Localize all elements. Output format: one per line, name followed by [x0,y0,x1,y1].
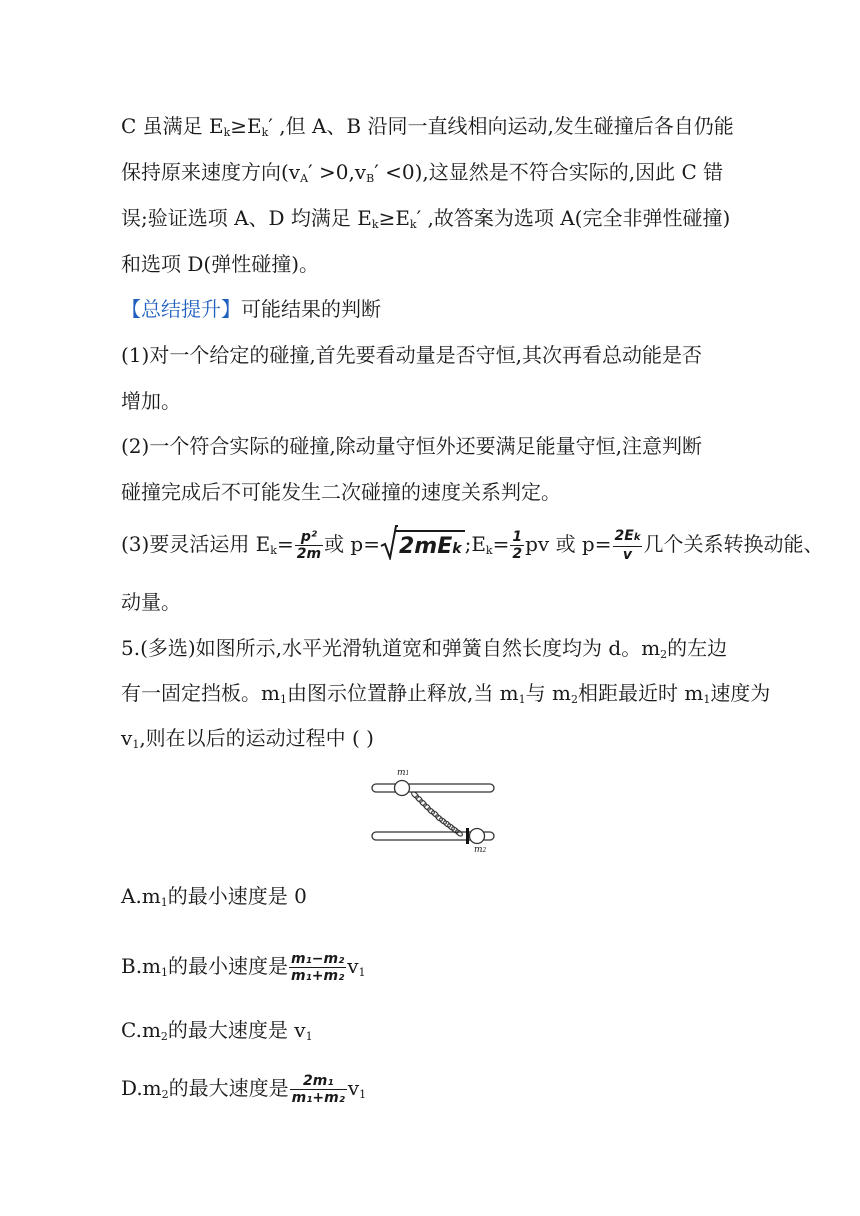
subscript: 1 [279,693,287,706]
fraction-2m1 [290,1073,347,1106]
subscript: 2 [160,1030,168,1043]
denominator: 2 [512,546,523,562]
summary-tag: 【总结提升】 [121,297,241,321]
subscript: 1 [703,693,711,706]
option-a [121,882,307,917]
text: pv 或 p= [525,532,612,556]
text: 有一固定挡板。m [121,681,280,705]
subscript: 2 [161,1088,169,1101]
numerator: 2m₁ [303,1073,334,1089]
text: 或 p= [324,532,380,556]
text: 几个关系转换动能、 [643,532,824,556]
subscript: k [409,218,417,231]
text: ′ ,故答案为选项 A(完全非弹性碰撞) [416,206,731,230]
option-b [121,951,366,987]
text: 与 m [525,681,571,705]
summary-p3-line1 [121,528,823,565]
subscript: k [371,218,379,231]
text: 相距最近时 m [577,681,704,705]
text: C 虽满足 E [121,114,224,138]
subscript: k [633,532,641,543]
text: 的最小速度是 [168,954,289,978]
fraction-m1-minus-m2 [289,951,346,984]
subscript: k [261,126,269,139]
text: B.m [121,954,162,978]
subscript: 2 [660,648,668,661]
subscript: 1 [160,896,168,909]
text: ;E [464,532,486,556]
text: D.m [121,1076,162,1100]
question-line2 [121,679,770,714]
subscript: k [485,544,493,557]
label-m1: m1 [397,768,410,778]
text: 误;验证选项 A、D 均满足 E [121,206,372,230]
text: ′ ,但 A、B 沿同一直线相向运动,发生碰撞后各自仍能 [268,114,734,138]
subscript: k [452,540,462,557]
text: ≥E [230,114,262,138]
summary-p3-line2: 动量。 [121,590,181,614]
subscript: 1 [358,966,366,979]
denominator: v [613,546,643,563]
text: ,则在以后的运动过程中 ( ) [139,726,374,750]
text: ′ <0),这显然是不符合实际的,因此 C 错 [374,160,724,184]
spring [411,791,464,838]
ball-m2 [470,829,485,844]
numerator: p² [300,529,317,545]
summary-heading [121,295,381,323]
text: (3)要灵活运用 E [121,532,271,556]
option-d [121,1073,366,1109]
text: ≥E [378,206,410,230]
text: 的最大速度是 v [167,1018,306,1042]
text: 5.(多选)如图所示,水平光滑轨道宽和弹簧自然长度均为 d。m [121,636,661,660]
para1-line1 [121,112,734,147]
numerator: 1 [512,529,523,545]
subscript: 1 [518,693,526,706]
para1-line3 [121,204,730,239]
subscript: k [270,544,277,557]
summary-p2-line2: 碰撞完成后不可能发生二次碰撞的速度关系判定。 [121,480,561,504]
fraction-2ek-over-v [613,528,643,563]
radical-sign-icon [380,524,398,560]
top-rail [372,784,494,792]
ball-m1 [395,781,410,796]
text: v [121,726,133,750]
text: = [276,532,294,556]
subscript: 2 [570,693,578,706]
question-line3 [121,724,374,759]
text: v [347,1076,360,1100]
subscript: B [366,172,375,185]
question-line1 [121,634,727,669]
text: ′ >0,v [308,160,367,184]
text: 的左边 [667,636,728,660]
subscript: 1 [161,966,169,979]
text: 的最小速度是 0 [167,884,307,908]
text: 由图示位置静止释放,当 m [286,681,519,705]
denominator: m₁+m₂ [291,968,345,984]
text: v [347,954,359,978]
label-m2: m2 [474,845,487,855]
summary-p1-line1: (1)对一个给定的碰撞,首先要看动量是否守恒,其次再看总动能是否 [121,343,703,367]
fraction-1-over-2 [510,529,524,562]
fixed-stopper [466,828,469,844]
radicand: 2mE [399,533,453,559]
text: C.m [121,1018,161,1042]
para1-line2 [121,158,723,193]
denominator: m₁+m₂ [291,1090,345,1106]
subscript: 1 [132,738,140,751]
option-c [121,1016,313,1051]
text: 保持原来速度方向(v [121,160,301,184]
summary-p2-line1: (2)一个符合实际的碰撞,除动量守恒外还要满足能量守恒,注意判断 [121,434,703,458]
summary-title: 可能结果的判断 [241,297,381,321]
fraction-p2-over-2m [295,529,323,562]
para1-line4: 和选项 D(弹性碰撞)。 [121,252,319,276]
subscript: A [300,172,309,185]
sqrt-expression [380,530,465,562]
text: 的最大速度是 [168,1076,289,1100]
denominator: 2m [296,546,322,562]
spring-track-figure [369,768,499,858]
numerator: 2E [614,528,634,544]
subscript: 1 [359,1088,367,1101]
text: 速度为 [710,681,771,705]
numerator: m₁−m₂ [291,951,345,967]
subscript: k [223,126,231,139]
subscript: 1 [305,1030,313,1043]
text: = [492,532,510,556]
text: A.m [121,884,161,908]
summary-p1-line2: 增加。 [121,389,181,413]
